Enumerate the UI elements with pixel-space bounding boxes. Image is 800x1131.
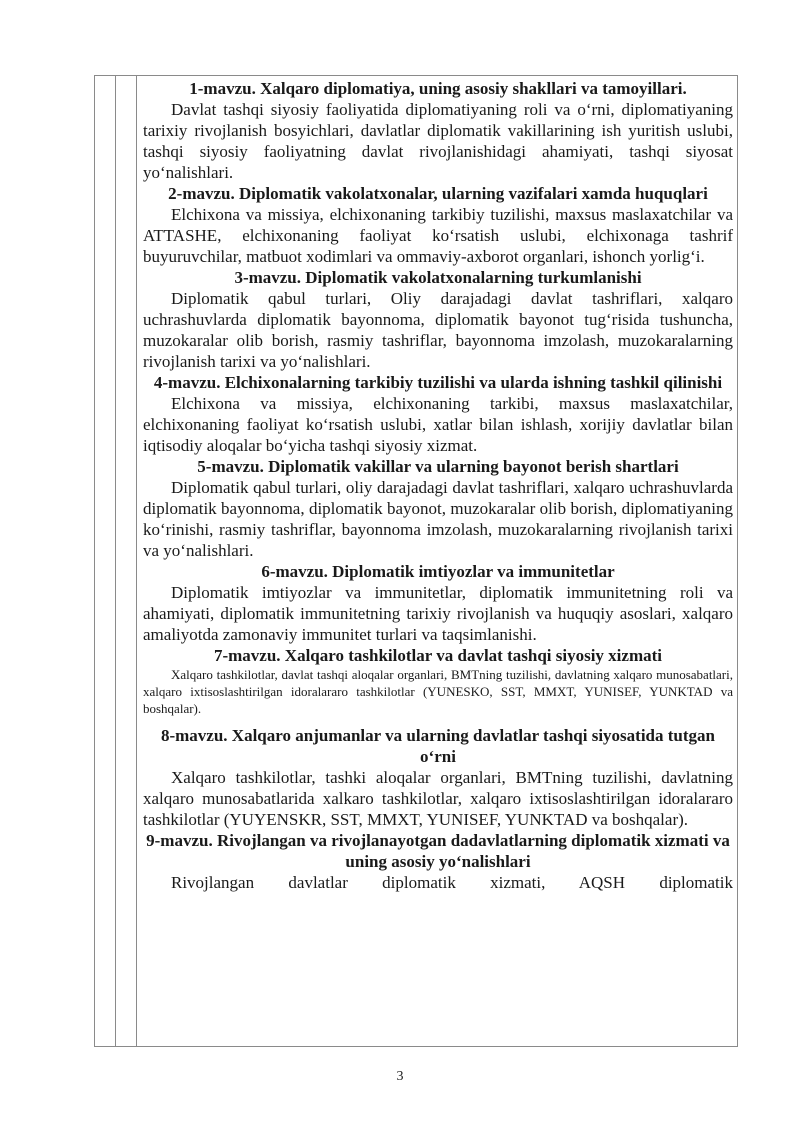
topic-body: Elchixona va missiya, elchixonaning tarkibiy tuzilishi, maxsus maslaxatchilar va ATTASHE, elchixonaning faoliyat ko‘rsatish uslubi, elchixonaga tashrif buyuruvchilar, matbuot xodimlari va ommaviy-axborot organlari, ishonch yorlig‘i. [143,205,733,266]
topic-title: 2-mavzu. Diplomatik vakolatxonalar, ularning vazifalari xamda huquqlari [168,184,708,203]
topic-body: Xalqaro tashkilotlar, tashki aloqalar organlari, BMTning tuzilishi, davlatning xalqaro munosabatlarida xalkaro tashkilotlar, xalqaro ixtisoslashtirilgan idoralararo tashkilotlar (YUYENSKR, SST, MMXT, YUNISEF, YUNKTAD va boshqalar). [143,768,733,829]
topic-title: 3-mavzu. Diplomatik vakolatxonalarning turkumlanishi [234,268,642,287]
topic-title: 6-mavzu. Diplomatik imtiyozlar va immunitetlar [261,562,615,581]
topic-title: 8-mavzu. Xalqaro anjumanlar va ularning davlatlar tashqi siyosatida tutgan o‘rni [160,726,715,766]
topic-title: 7-mavzu. Xalqaro tashkilotlar va davlat tashqi siyosiy xizmati [213,646,662,665]
topic-body: Diplomatik qabul turlari, oliy darajadagi davlat tashriflari, xalqaro uchrashuvlarda diplomatik bayonnoma, diplomatik bayonot, muzokaralar olib borish, diplomatiyaning ko‘rinishi, rasmiy tashriflar, bayonnoma imzolash, muzokaralarning rivojlanish tarixi va yo‘nalishlari. [143,478,733,560]
page-number: 3 [396,1069,404,1084]
column-divider [115,76,116,1046]
topic-body: Diplomatik imtiyozlar va immunitetlar, diplomatik immunitetning roli va ahamiyati, diplomatik immunitetning tarixiy rivojlanish va huquqiy asoslari, xalqaro amaliyotda zamonaviy immunitet turlari va taqsimlanishi. [143,583,733,644]
topic-title: 4-mavzu. Elchixonalarning tarkibiy tuzilishi va ularda ishning tashkil qilinishi [153,373,723,392]
topic-body: Diplomatik qabul turlari, Oliy darajadagi davlat tashriflari, xalqaro uchrashuvlarda diplomatik bayonnoma, diplomatik bayonot tug‘risida tushuncha, muzokaralar olib borish, rasmiy tashriflar, bayonnoma imzolash, muzokaralarning rivojlanish tarixi va yo‘nalishlari. [143,289,733,371]
topic-body: Davlat tashqi siyosiy faoliyatida diplomatiyaning roli va o‘rni, diplomatiyaning tarixiy rivojlanish bosyichlari, davlatlar diplomatik vakillarining ish yuritish uslubi, tashqi siyosiy faoliyatning davlat rivojlanishidagi ahamiyati, tashqi siyosat yo‘nalishlari. [143,100,733,182]
topic-title: 9-mavzu. Rivojlangan va rivojlanayotgan dadavlatlarning diplomatik xizmati va uning asosiy yo‘nalishlari [146,831,730,871]
syllabus-content [143,78,733,893]
topic-body: Elchixona va missiya, elchixonaning tarkibi, maxsus maslaxatchilar, elchixonaning faoliyat ko‘rsatish uslubi, xatlar bilan ishlash, xorijiy davlatlar bilan iqtisodiy aloqalar bo‘yicha tashqi siyosiy xizmat. [143,394,733,455]
topic-title: 5-mavzu. Diplomatik vakillar va ularning bayonot berish shartlari [197,457,679,476]
topic-body: Rivojlangan davlatlar diplomatik xizmati, AQSH diplomatik [171,873,733,892]
column-divider [136,76,137,1046]
topic-body: Xalqaro tashkilotlar, davlat tashqi aloqalar organlari, BMTning tuzilishi, davlatning xalqaro munosabatlari, xalqaro ixtisoslashtirilgan idoralararo tashkilotlar (YUNESKO, SST, MMXT, YUNISEF, YUNKTAD va boshqalar). [143,667,733,716]
topic-title: 1-mavzu. Xalqaro diplomatiya, uning asosiy shakllari va tamoyillari. [189,79,687,98]
